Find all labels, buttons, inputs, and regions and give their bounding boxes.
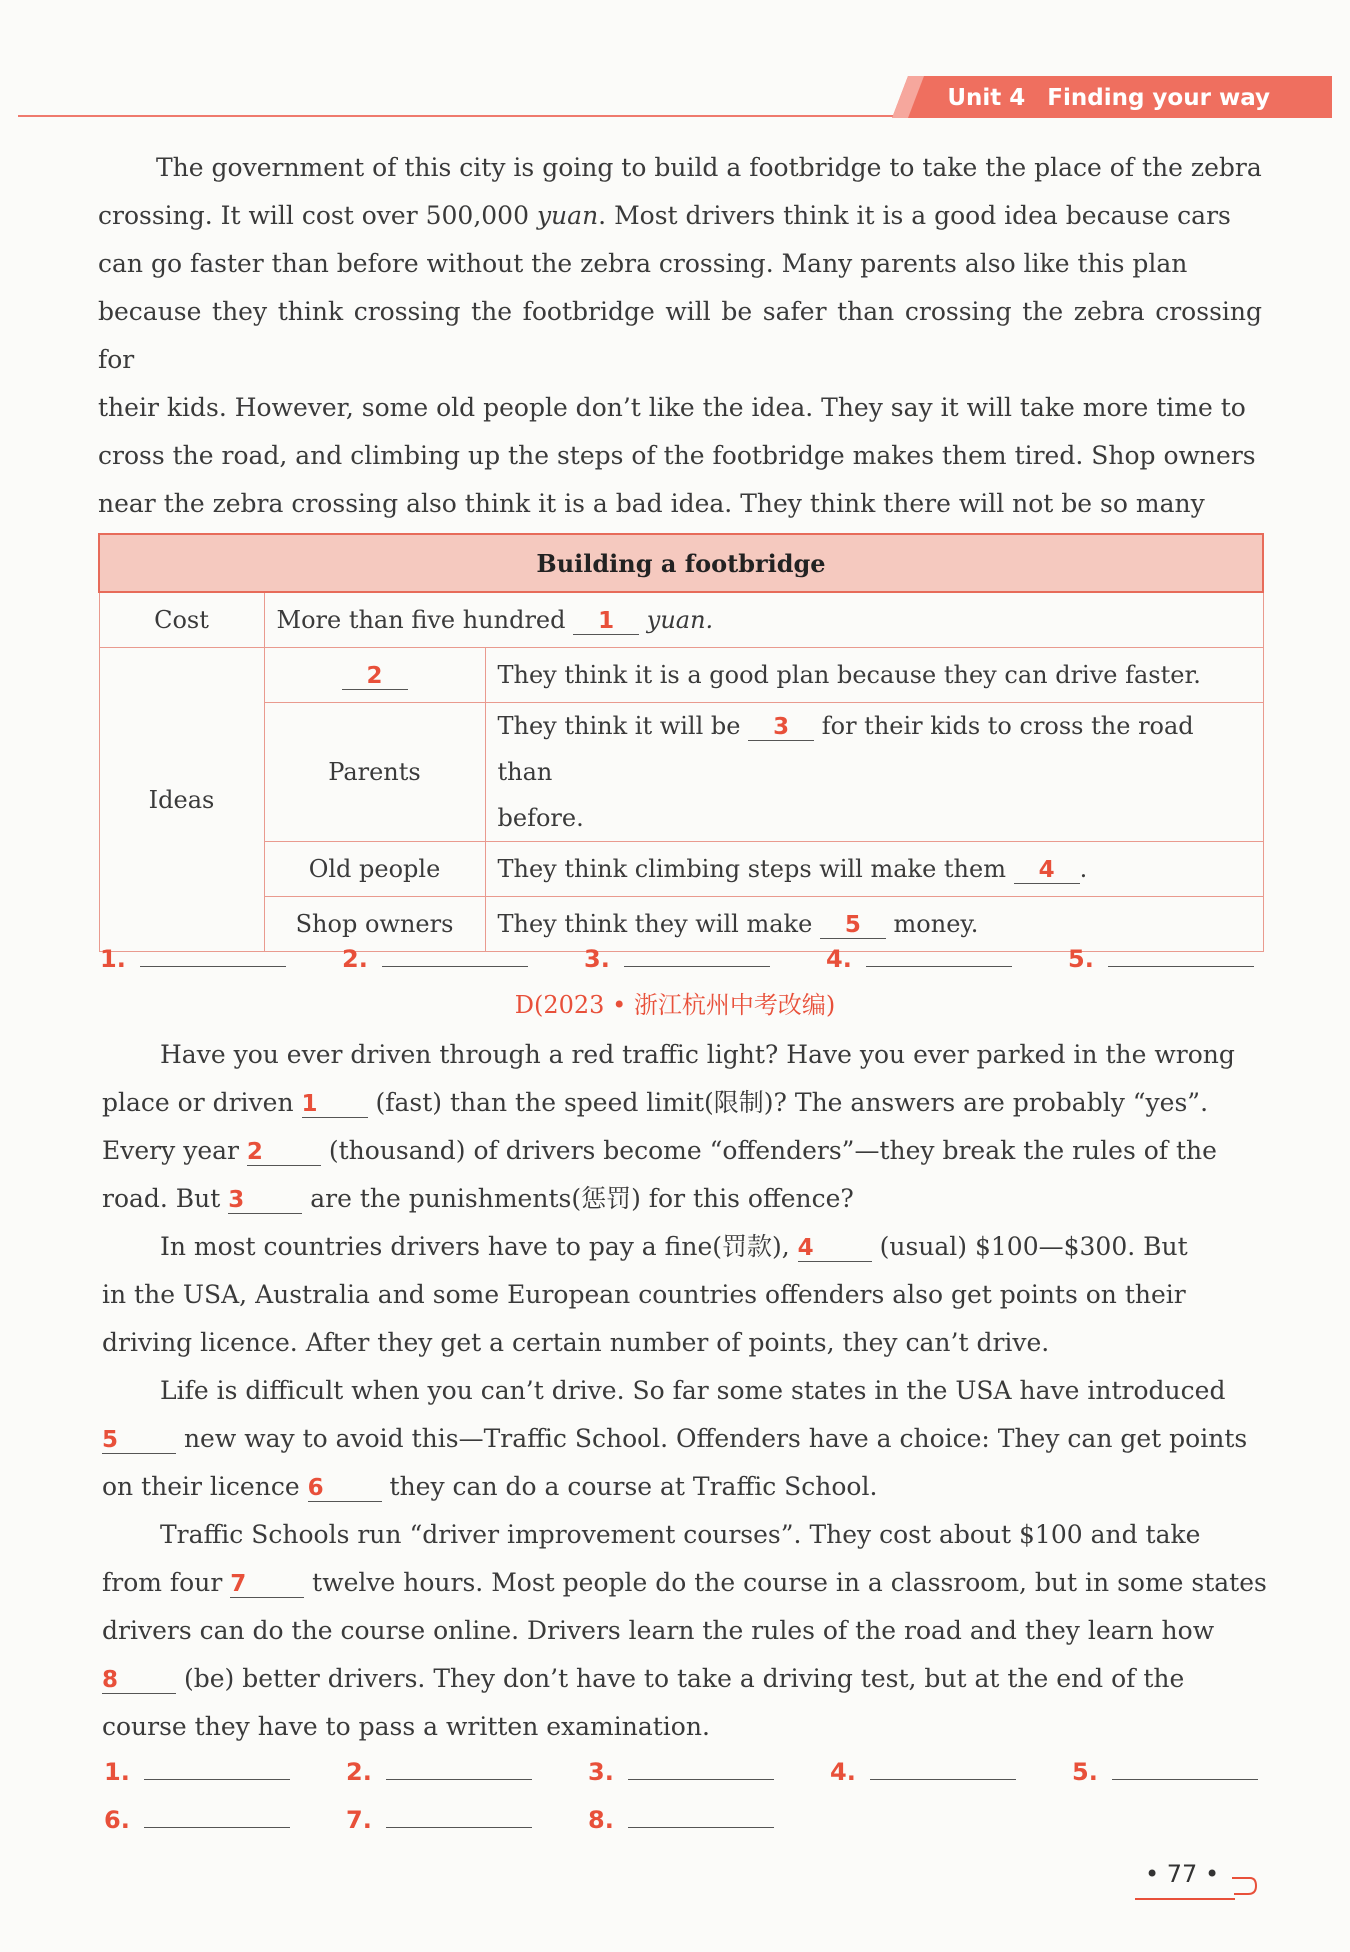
blank-1[interactable]: 1 [573, 608, 639, 635]
section-d-title: D(2023 • 浙江杭州中考改编) [514, 991, 836, 1019]
cost-cell: More than five hundred 1 yuan. [264, 592, 1263, 648]
d-blank-1[interactable]: 1 [302, 1091, 368, 1118]
answer-item[interactable]: 5. [1068, 944, 1254, 973]
idea-cell: They think climbing steps will make them 4 . [485, 842, 1263, 897]
passage-d-line: from four 7 twelve hours. Most people do the course in a classroom, but in some states [102, 1568, 1267, 1597]
answer-item[interactable]: 6. [104, 1805, 290, 1834]
passage-c-line: can go faster than before without the zebra crossing. Many parents also like this plan [98, 249, 1188, 278]
passage-d-line: on their licence 6 they can do a course at Traffic School. [102, 1472, 878, 1501]
passage-d-line: Traffic Schools run “driver improvement courses”. They cost about $100 and take [160, 1520, 1201, 1549]
passage-d-line: Have you ever driven through a red traffic light? Have you ever parked in the wrong [160, 1040, 1235, 1069]
answer-item[interactable]: 1. [100, 944, 286, 973]
passage-c-line: cross the road, and climbing up the steps of the footbridge makes them tired. Shop owners [98, 441, 1256, 470]
passage-d-line: drivers can do the course online. Drivers learn the rules of the road and they learn how [102, 1616, 1215, 1645]
passage-d-line: Life is difficult when you can’t drive. So far some states in the USA have introduced [160, 1376, 1226, 1405]
ideas-label: Ideas [99, 648, 264, 952]
answer-item[interactable]: 4. [830, 1757, 1016, 1786]
who-cell: Parents [264, 703, 485, 842]
passage-c [98, 144, 1262, 576]
passage-d-line: In most countries drivers have to pay a fine(罚款), 4 (usual) $100—$300. But [160, 1232, 1188, 1261]
passage-c-line: The government of this city is going to build a footbridge to take the place of the zebra [156, 153, 1262, 182]
who-cell: Old people [264, 842, 485, 897]
idea-cell: They think it will be 3 for their kids to cross the road than before. [485, 703, 1263, 842]
who-cell: Shop owners [264, 897, 485, 952]
passage-c-line: because they think crossing the footbridge will be safer than crossing the zebra crossing for [98, 297, 1262, 374]
answer-item[interactable]: 1. [104, 1757, 290, 1786]
answer-item[interactable]: 8. [588, 1805, 774, 1834]
who-cell [264, 648, 485, 703]
passage-d [102, 1031, 1268, 1751]
passage-c-line: their kids. However, some old people don’t like the idea. They say it will take more time to [98, 393, 1246, 422]
d-blank-3[interactable]: 3 [228, 1187, 302, 1214]
passage-d-line: road. But 3 are the punishments(惩罚) for this offence? [102, 1184, 854, 1213]
idea-cell: They think they will make 5 money. [485, 897, 1263, 952]
blank-4[interactable]: 4 [1014, 857, 1080, 884]
answer-item[interactable]: 2. [342, 944, 528, 973]
unit-title: Finding your way [1047, 85, 1270, 111]
idea-cell: They think it is a good plan because they can drive faster. [485, 648, 1263, 703]
answer-item[interactable]: 3. [588, 1757, 774, 1786]
passage-d-line: 5 new way to avoid this—Traffic School. Offenders have a choice: They can get points [102, 1424, 1248, 1453]
answer-item[interactable]: 4. [826, 944, 1012, 973]
d-blank-6[interactable]: 6 [308, 1475, 382, 1502]
d-blank-7[interactable]: 7 [230, 1571, 304, 1598]
answer-item[interactable]: 7. [346, 1805, 532, 1834]
passage-d-line: Every year 2 (thousand) of drivers become “offenders”—they break the rules of the [102, 1136, 1217, 1165]
passage-d-line: place or driven 1 (fast) than the speed limit(限制)? The answers are probably “yes”. [102, 1088, 1209, 1117]
passage-c-line: crossing. It will cost over 500,000 yuan. Most drivers think it is a good idea because cars [98, 201, 1231, 230]
passage-c-line: near the zebra crossing also think it is a bad idea. They think there will not be so many [98, 489, 1205, 518]
answer-item[interactable]: 3. [584, 944, 770, 973]
footbridge-table [98, 533, 1264, 952]
page-number-underline [1135, 1898, 1235, 1900]
page-number: • 77 • [1145, 1860, 1220, 1888]
passage-d-line: course they have to pass a written examination. [102, 1712, 710, 1741]
cost-label: Cost [99, 592, 264, 648]
unit-heading [947, 80, 1270, 116]
page-arrow-icon [1232, 1876, 1258, 1896]
passage-d-line: driving licence. After they get a certain number of points, they can’t drive. [102, 1328, 1050, 1357]
d-blank-2[interactable]: 2 [247, 1139, 321, 1166]
d-blank-4[interactable]: 4 [798, 1235, 872, 1262]
table-title: Building a footbridge [99, 534, 1263, 592]
blank-5[interactable]: 5 [820, 912, 886, 939]
blank-3[interactable]: 3 [748, 714, 814, 741]
answer-item[interactable]: 2. [346, 1757, 532, 1786]
blank-2[interactable]: 2 [342, 663, 408, 690]
answer-item[interactable]: 5. [1072, 1757, 1258, 1786]
passage-d-line: in the USA, Australia and some European countries offenders also get points on their [102, 1280, 1186, 1309]
d-blank-5[interactable]: 5 [102, 1427, 176, 1454]
unit-label: Unit 4 [947, 85, 1026, 111]
d-blank-8[interactable]: 8 [102, 1667, 176, 1694]
passage-d-line: 8 (be) better drivers. They don’t have to take a driving test, but at the end of the [102, 1664, 1185, 1693]
